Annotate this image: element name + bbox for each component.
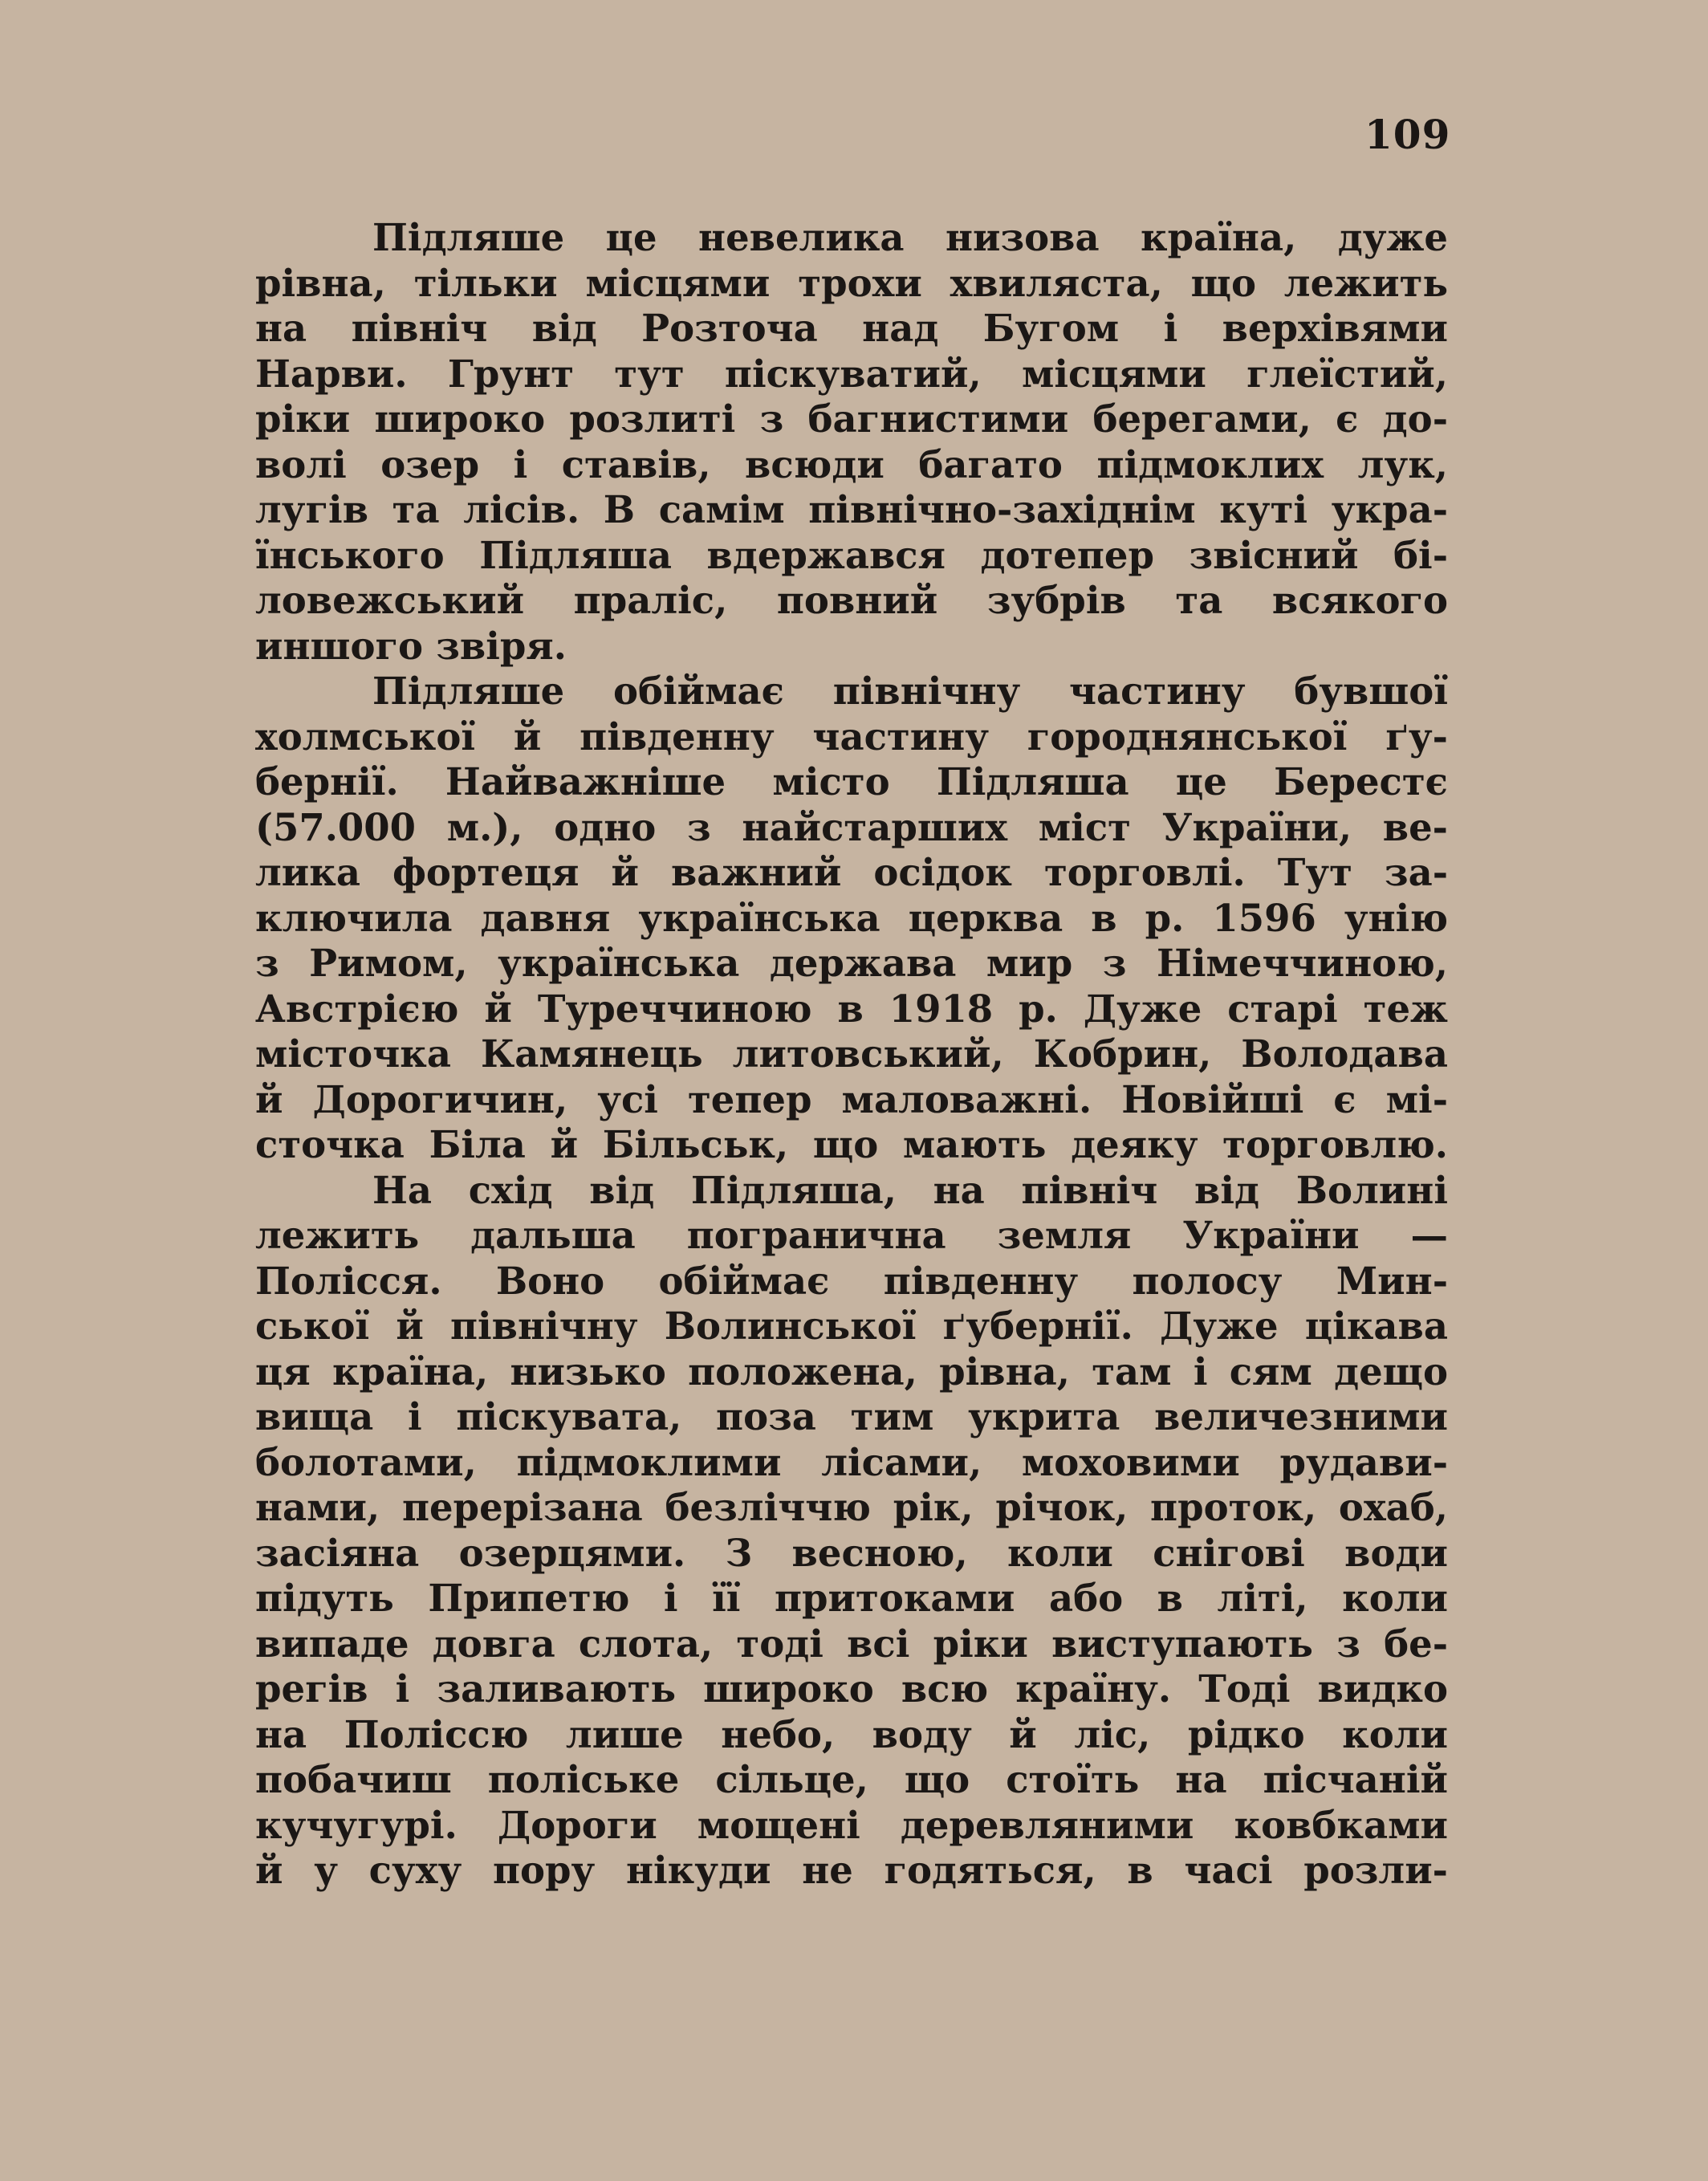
- page-number: 109: [1364, 111, 1451, 158]
- text-line: Полісся. Воно обіймає південну полосу Мин-: [255, 1258, 1448, 1303]
- text-line: засіяна озерцями. З весною, коли снігові води: [255, 1530, 1448, 1575]
- text-line: нами, перерізана безліччю рік, річок, проток, охаб,: [255, 1485, 1448, 1529]
- text-line: місточка Камянець литовський, Кобрин, Володава: [255, 1031, 1448, 1076]
- paragraph-1: [255, 215, 1448, 669]
- text-line: на північ від Розточа над Бугом і верхівями: [255, 306, 1448, 350]
- text-line: На схід від Підляша, на північ від Волині: [372, 1167, 1448, 1212]
- text-line: випаде довга слота, тоді всі ріки виступають з бе-: [255, 1621, 1448, 1666]
- text-line: ської й північну Волинської ґубернії. Дуже цікава: [255, 1304, 1448, 1348]
- body-text: [255, 215, 1448, 1894]
- text-line: лугів та лісів. В самім північно-західнім куті укра-: [255, 487, 1448, 531]
- text-line: болотами, підмоклими лісами, моховими рудави-: [255, 1439, 1448, 1484]
- text-line: вища і піскувата, поза тим укрита величезними: [255, 1394, 1448, 1438]
- text-line: лика фортеця й важний осідок торговлі. Тут за-: [255, 850, 1448, 894]
- text-line: з Римом, українська держава мир з Німеччиною,: [255, 941, 1448, 985]
- text-line: підуть Припетю і її притоками або в літі, коли: [255, 1576, 1448, 1620]
- text-line: Підляше обіймає північну частину бувшої: [372, 669, 1448, 713]
- text-line: иншого звіря.: [255, 623, 567, 668]
- text-line: ключила давня українська церква в р. 1596 унію: [255, 895, 1448, 940]
- text-line: регів і заливають широко всю країну. Тоді видко: [255, 1666, 1448, 1711]
- paragraph-2: [255, 669, 1448, 1168]
- text-line: холмської й південну частину городнянської ґу-: [255, 714, 1448, 759]
- text-line: ця країна, низько положена, рівна, там і сям дещо: [255, 1349, 1448, 1394]
- text-line: сточка Біла й Більськ, що мають деяку торговлю.: [255, 1122, 1448, 1166]
- text-line: Підляше це невелика низова країна, дуже: [372, 215, 1448, 259]
- text-line: Австрією й Туреччиною в 1918 р. Дуже старі теж: [255, 986, 1448, 1031]
- text-line: (57.000 м.), одно з найстарших міст України, ве-: [255, 804, 1448, 849]
- text-line: ловежський праліс, повний зубрів та всякого: [255, 578, 1448, 622]
- text-line: Нарви. Грунт тут піскуватий, місцями глеїстий,: [255, 351, 1448, 396]
- text-line: ріки широко розлиті з багнистими берегами, є до-: [255, 397, 1448, 441]
- text-line: й у суху пору нікуди не годяться, в часі розли-: [255, 1848, 1448, 1892]
- text-line: на Поліссю лише небо, воду й ліс, рідко коли: [255, 1711, 1448, 1756]
- text-line: бернії. Найважніше місто Підляша це Берестє: [255, 759, 1448, 804]
- text-line: рівна, тільки місцями трохи хвиляста, що лежить: [255, 260, 1448, 305]
- text-line: волі озер і ставів, всюди багато підмоклих лук,: [255, 441, 1448, 486]
- paragraph-3: [255, 1168, 1448, 1894]
- text-line: й Дорогичин, усі тепер маловажні. Новійші є мі-: [255, 1076, 1448, 1121]
- text-line: їнського Підляша вдержався дотепер звісний бі-: [255, 532, 1448, 577]
- text-line: кучугурі. Дороги мощені деревляними ковбками: [255, 1802, 1448, 1847]
- text-line: лежить дальша погранична земля України —: [255, 1213, 1448, 1257]
- text-line: побачиш поліське сільце, що стоїть на пісчаній: [255, 1757, 1448, 1801]
